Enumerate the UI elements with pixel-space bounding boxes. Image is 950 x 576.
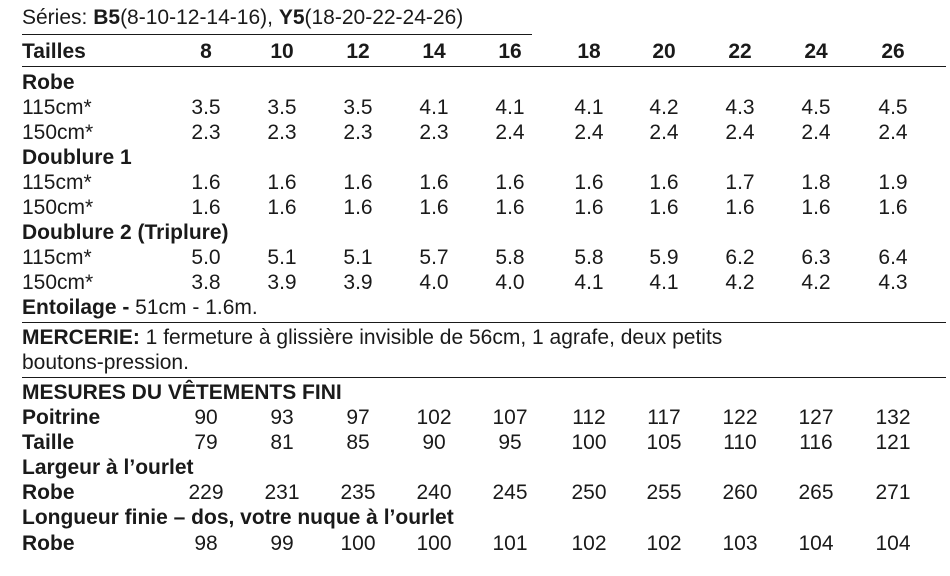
sizes-header-row	[22, 40, 946, 65]
yardage-cell: 4.0	[419, 271, 449, 294]
measurement-cell: 260	[722, 481, 758, 504]
measurement-label: Robe	[22, 532, 75, 555]
yardage-cell: 2.4	[878, 121, 908, 144]
size-cell: 20	[652, 40, 676, 63]
finished-rule	[22, 377, 946, 378]
sizes-header-label: Tailles	[22, 40, 86, 63]
notions-block	[22, 325, 872, 375]
hem-title-row	[22, 456, 946, 481]
yardage-cell: 6.2	[725, 246, 755, 269]
fabric-row	[22, 246, 946, 271]
size-cell: 26	[881, 40, 905, 63]
notions-rule	[22, 322, 946, 323]
fabric-row	[22, 171, 946, 196]
interfacing-line	[22, 296, 258, 320]
header-rule	[22, 66, 946, 67]
notions-line-1	[22, 325, 872, 350]
interfacing-label: Entoilage -	[22, 296, 130, 319]
measurement-cell: 121	[875, 431, 911, 454]
measurement-row	[22, 431, 946, 456]
yardage-cell: 5.0	[191, 246, 221, 269]
measurement-cell: 97	[346, 406, 370, 429]
measurement-cell: 90	[422, 431, 446, 454]
series-y5-sizes: (18-20-22-24-26)	[304, 6, 464, 29]
notions-label: MERCERIE:	[22, 326, 140, 349]
yardage-cell: 1.6	[574, 196, 604, 219]
measurement-cell: 127	[798, 406, 834, 429]
yardage-cell: 4.3	[725, 96, 755, 119]
interfacing-row	[22, 296, 946, 321]
measurement-cell: 245	[492, 481, 528, 504]
measurement-cell: 100	[571, 431, 607, 454]
measurement-cell: 107	[492, 406, 528, 429]
measurement-cell: 112	[572, 406, 606, 429]
measurement-cell: 240	[416, 481, 452, 504]
section-title: Doublure 1	[22, 146, 132, 169]
series-prefix: Séries:	[22, 6, 94, 29]
notions-text-2: boutons-pression.	[22, 351, 189, 374]
fabric-width-label: 115cm*	[22, 171, 92, 194]
measurement-label: Robe	[22, 481, 75, 504]
yardage-cell: 1.6	[419, 171, 449, 194]
yardage-cell: 1.6	[649, 171, 679, 194]
size-cell: 8	[200, 40, 212, 63]
length-title-row	[22, 506, 946, 531]
measurement-label: Poitrine	[22, 406, 101, 429]
fabric-row	[22, 96, 946, 121]
yardage-cell: 4.2	[725, 271, 755, 294]
yardage-cell: 2.3	[419, 121, 449, 144]
yardage-cell: 3.5	[191, 96, 221, 119]
hem-title: Largeur à l’ourlet	[22, 456, 194, 479]
section-title: Doublure 2 (Triplure)	[22, 221, 229, 244]
yardage-cell: 1.6	[801, 196, 831, 219]
yardage-cell: 2.4	[495, 121, 525, 144]
measurement-cell: 104	[798, 532, 834, 555]
yardage-cell: 6.4	[878, 246, 908, 269]
measurement-cell: 122	[722, 406, 758, 429]
measurement-cell: 90	[194, 406, 218, 429]
measurement-cell: 235	[340, 481, 376, 504]
fabric-width-label: 115cm*	[22, 96, 92, 119]
series-b5-sizes: (8-10-12-14-16),	[120, 6, 279, 29]
section-title-row	[22, 146, 946, 171]
section-title-row	[22, 71, 946, 96]
yardage-cell: 3.5	[343, 96, 373, 119]
yardage-cell: 1.6	[343, 196, 373, 219]
length-title: Longueur finie – dos, votre nuque à l’ourlet	[22, 506, 454, 529]
fabric-row	[22, 196, 946, 221]
measurement-cell: 98	[194, 532, 218, 555]
finished-title: MESURES DU VÊTEMENTS FINI	[22, 381, 342, 404]
measurement-cell: 81	[270, 431, 294, 454]
measurement-cell: 116	[799, 431, 833, 454]
measurement-cell: 93	[270, 406, 294, 429]
measurement-cell: 79	[194, 431, 218, 454]
yardage-cell: 5.7	[419, 246, 449, 269]
measurement-cell: 101	[492, 532, 528, 555]
yardage-cell: 5.9	[649, 246, 679, 269]
fabric-width-label: 115cm*	[22, 246, 92, 269]
measurement-cell: 100	[416, 532, 452, 555]
yardage-cell: 5.8	[495, 246, 525, 269]
measurement-label: Taille	[22, 431, 75, 454]
yardage-cell: 6.3	[801, 246, 831, 269]
yardage-cell: 1.6	[495, 171, 525, 194]
measurement-cell: 102	[571, 532, 607, 555]
yardage-cell: 2.4	[725, 121, 755, 144]
yardage-cell: 3.9	[343, 271, 373, 294]
size-cell: 18	[577, 40, 601, 63]
yardage-cell: 1.6	[191, 196, 221, 219]
finished-title-row	[22, 381, 946, 406]
size-cell: 14	[422, 40, 446, 63]
yardage-cell: 1.6	[574, 171, 604, 194]
yardage-cell: 1.6	[267, 196, 297, 219]
measurement-cell: 95	[498, 431, 522, 454]
measurement-cell: 105	[646, 431, 682, 454]
measurement-cell: 99	[270, 532, 294, 555]
yardage-cell: 4.1	[495, 96, 525, 119]
yardage-cell: 2.3	[191, 121, 221, 144]
yardage-cell: 1.8	[801, 171, 831, 194]
fabric-width-label: 150cm*	[22, 271, 94, 294]
measurement-cell: 102	[646, 532, 682, 555]
measurement-cell: 102	[416, 406, 452, 429]
yardage-cell: 4.1	[574, 271, 604, 294]
fabric-row	[22, 121, 946, 146]
series-underline	[22, 34, 532, 35]
measurement-cell: 110	[723, 431, 757, 454]
fabric-width-label: 150cm*	[22, 121, 94, 144]
yardage-cell: 4.3	[878, 271, 908, 294]
yardage-cell: 1.6	[419, 196, 449, 219]
yardage-cell: 1.6	[649, 196, 679, 219]
measurement-cell: 103	[722, 532, 758, 555]
measurement-cell: 271	[875, 481, 911, 504]
yardage-cell: 1.7	[725, 171, 755, 194]
measurement-cell: 255	[646, 481, 682, 504]
yardage-cell: 2.4	[574, 121, 604, 144]
yardage-cell: 3.8	[191, 271, 221, 294]
yardage-cell: 1.9	[878, 171, 908, 194]
series-b5-code: B5	[93, 6, 121, 29]
yardage-cell: 4.1	[419, 96, 449, 119]
yardage-cell: 1.6	[191, 171, 221, 194]
size-cell: 22	[728, 40, 752, 63]
yardage-cell: 2.3	[267, 121, 297, 144]
series-y5-code: Y5	[278, 6, 305, 29]
measurement-row	[22, 481, 946, 506]
yardage-cell: 1.6	[343, 171, 373, 194]
measurement-cell: 85	[346, 431, 370, 454]
measurement-cell: 231	[264, 481, 300, 504]
notions-text-1: 1 fermeture à glissière invisible de 56cm, 1 agrafe, deux petits	[139, 326, 723, 349]
yardage-cell: 4.5	[801, 96, 831, 119]
yardage-cell: 2.4	[649, 121, 679, 144]
measurement-cell: 132	[875, 406, 911, 429]
section-title: Robe	[22, 71, 75, 94]
yardage-cell: 5.1	[343, 246, 373, 269]
yardage-cell: 4.0	[495, 271, 525, 294]
measurement-row	[22, 406, 946, 431]
yardage-cell: 4.1	[649, 271, 679, 294]
fabric-width-label: 150cm*	[22, 196, 94, 219]
measurement-row	[22, 532, 946, 557]
yardage-cell: 3.9	[267, 271, 297, 294]
yardage-cell: 5.8	[574, 246, 604, 269]
measurement-cell: 229	[188, 481, 224, 504]
yardage-cell: 2.4	[801, 121, 831, 144]
yardage-cell: 5.1	[267, 246, 297, 269]
yardage-cell: 4.1	[574, 96, 604, 119]
measurement-cell: 117	[647, 406, 681, 429]
measurement-cell: 250	[571, 481, 607, 504]
size-cell: 16	[498, 40, 522, 63]
size-cell: 10	[270, 40, 294, 63]
series-line	[22, 6, 463, 30]
yardage-cell: 4.5	[878, 96, 908, 119]
yardage-cell: 1.6	[878, 196, 908, 219]
yardage-cell: 4.2	[801, 271, 831, 294]
yardage-cell: 4.2	[649, 96, 679, 119]
size-cell: 24	[804, 40, 828, 63]
measurement-cell: 265	[798, 481, 834, 504]
measurement-cell: 100	[340, 532, 376, 555]
section-title-row	[22, 221, 946, 246]
interfacing-text: 51cm - 1.6m.	[129, 296, 258, 319]
fabric-row	[22, 271, 946, 296]
yardage-cell: 2.3	[343, 121, 373, 144]
yardage-cell: 1.6	[495, 196, 525, 219]
yardage-cell: 1.6	[267, 171, 297, 194]
measurement-cell: 104	[875, 532, 911, 555]
yardage-cell: 1.6	[725, 196, 755, 219]
yardage-cell: 3.5	[267, 96, 297, 119]
size-cell: 12	[346, 40, 370, 63]
